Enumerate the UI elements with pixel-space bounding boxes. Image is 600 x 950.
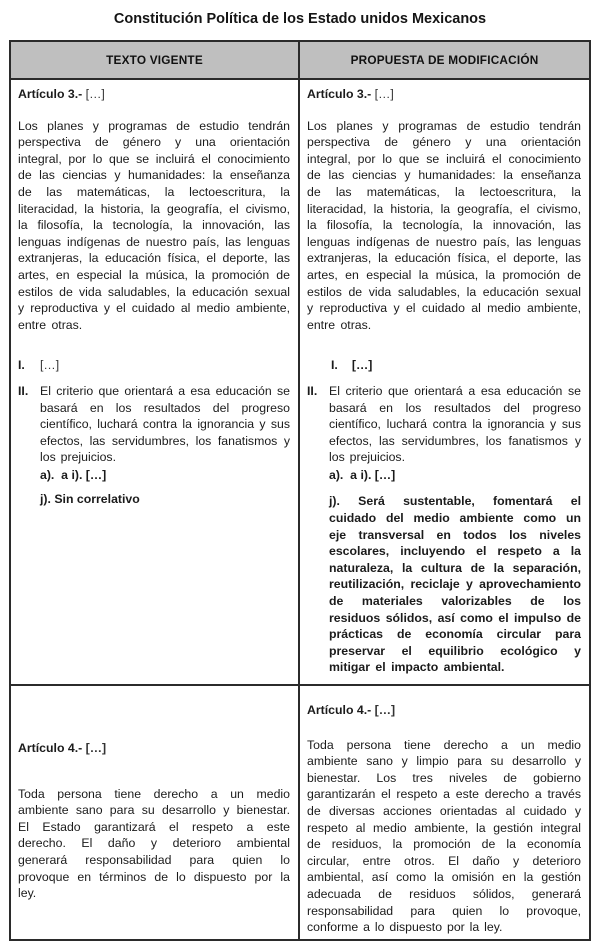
page-title: Constitución Política de los Estado unidos Mexicanos xyxy=(113,11,487,27)
article3-right-intro-paragraph: Los planes y programas de estudio tendrán perspectiva de género y una orientación integral, por lo que se incluirá el conocimiento de las ciencias y humanidades: la enseñanza de las matemáticas, la lectoescritura, la literacidad, la historia, la geografía, el civismo, la filosofía, la tecnología, la innovación, las lenguas indígenas de nuestro país, las lenguas extranjeras, la educación física, el deporte, las artes, en especial la música, la promoción de estilos de vida saludables, la educación sexual y reproductiva y el cuidado al medio ambiente, entre otras. xyxy=(307,118,581,332)
article4-left-body-paragraph: Toda persona tiene derecho a un medio ambiente sano para su desarrollo y bienestar. El Estado garantizará el respeto a este derecho. El daño y deterioro ambiental generará responsabilidad para quien lo provoque en términos de lo dispuesto por la ley. xyxy=(18,786,290,901)
article3-left-item-I-marker: I. xyxy=(18,358,25,373)
article4-left-heading xyxy=(18,740,290,757)
article3-right-item-I-text: […] xyxy=(351,358,373,373)
article3-right-heading xyxy=(307,86,581,103)
article4-left-heading-ellipsis: […] xyxy=(85,741,107,755)
comparison-table xyxy=(9,40,591,941)
article3-propuesta-cell xyxy=(300,80,589,686)
article3-left-item-j: j). Sin correlativo xyxy=(40,492,140,507)
article3-right-item-I-marker: I. xyxy=(331,358,338,373)
article3-left-heading-label: Artículo 3.- xyxy=(18,87,83,101)
article3-left-item-II xyxy=(18,383,290,466)
column-header-propuesta-label: PROPUESTA DE MODIFICACIÓN xyxy=(350,52,539,67)
article3-left-heading-ellipsis: […] xyxy=(85,87,105,101)
column-header-propuesta-modificacion xyxy=(300,42,589,80)
article4-right-heading-ellipsis: […] xyxy=(374,703,396,717)
article4-right-body-paragraph: Toda persona tiene derecho a un medio ambiente sano y limpio para su desarrollo y bienestar. Los tres niveles de gobierno garantizarán el respeto a este derecho a través de diversas acciones orientadas al cuidado y respeto al medio ambiente, la gestión integral de residuos, la promoción de la economía circular, entre otros. El daño y deterioro ambiental, así como la omisión en la gestión adecuada de residuos sólidos, generará responsabilidad para quien lo provoque, conforme a lo dispuesto por la ley. xyxy=(307,737,581,935)
article4-right-heading-label: Artículo 4.- xyxy=(307,703,372,717)
article3-left-intro-paragraph: Los planes y programas de estudio tendrán perspectiva de género y una orientación integral, por lo que se incluirá el conocimiento de las ciencias y humanidades: la enseñanza de las matemáticas, la lectoescritura, la literacidad, la historia, la geografía, el civismo, la filosofía, la tecnología, la innovación, las lenguas indígenas de nuestro país, las lenguas extranjeras, la educación física, el deporte, las artes, en especial la música, la promoción de estilos de vida saludables, la educación sexual y reproductiva y el cuidado al medio ambiente, entre otras. xyxy=(18,118,290,332)
article3-right-item-I xyxy=(331,357,581,374)
article3-texto-vigente-cell xyxy=(11,80,300,686)
article3-right-item-a: a). a i). […] xyxy=(329,467,396,482)
column-header-texto-vigente xyxy=(11,42,300,80)
article3-right-item-II xyxy=(307,383,581,466)
article3-right-item-II-text: El criterio que orientará a esa educación se basará en los resultados del progreso científico, luchará contra la ignorancia y sus efectos, las servidumbres, los fanatismos y los prejuicios. xyxy=(329,383,581,465)
article3-left-item-II-text: El criterio que orientará a esa educación se basará en los resultados del progreso científico, luchará contra la ignorancia y sus efectos, las servidumbres, los fanatismos y los prejuicios. xyxy=(40,383,290,465)
article3-right-item-II-marker: II. xyxy=(307,383,318,398)
article3-left-item-a: a). a i). […] xyxy=(40,467,107,482)
article3-left-item-I xyxy=(18,357,290,374)
article3-right-heading-label: Artículo 3.- xyxy=(307,87,372,101)
article4-texto-vigente-cell xyxy=(11,686,300,939)
article4-left-heading-label: Artículo 4.- xyxy=(18,741,83,755)
column-header-texto-vigente-label: TEXTO VIGENTE xyxy=(106,52,203,67)
article3-left-heading xyxy=(18,86,290,103)
article4-right-heading xyxy=(307,702,581,719)
article3-right-item-j: j). Será sustentable, fomentará el cuidado del medio ambiente como un eje transversal en todos los niveles escolares, incluyendo el respeto a la naturaleza, la cultura de la separación, reutilización, reciclaje y aprovechamiento de materiales valorizables de los residuos sólidos, así como el impulso de prácticas de economía circular para preservar el equilibrio ecológico y mitigar el impacto ambiental. xyxy=(329,494,581,675)
article3-left-item-II-marker: II. xyxy=(18,383,29,398)
article3-right-heading-ellipsis: […] xyxy=(374,87,394,101)
article3-left-item-I-text: […] xyxy=(40,358,60,373)
article4-propuesta-cell xyxy=(300,686,589,939)
